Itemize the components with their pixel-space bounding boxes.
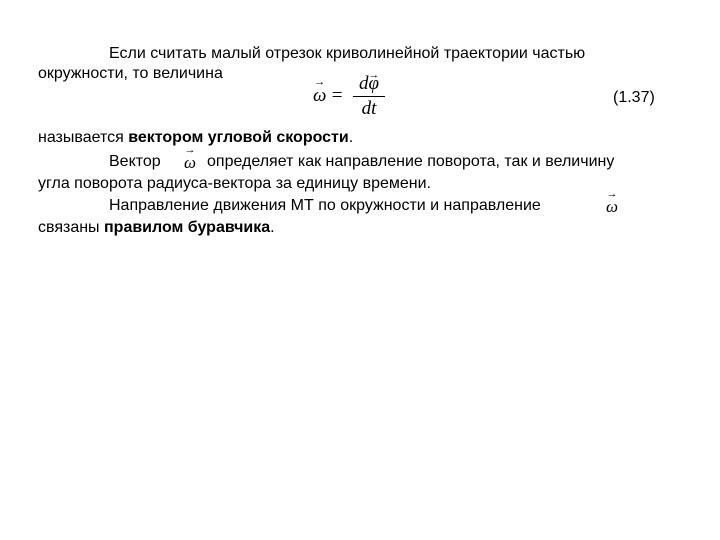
term-angular-velocity-vector: вектором угловой скорости — [128, 129, 349, 146]
formula-numerator-d: d — [358, 73, 369, 94]
paragraph4-line1: Направление движения МТ по окружности и направление — [109, 197, 541, 214]
fraction-bar — [353, 96, 385, 97]
omega-vector-inline-1: → ω — [184, 153, 196, 173]
equation-number: (1.37) — [613, 89, 655, 106]
phi-vector-symbol: → φ — [368, 73, 379, 95]
omega-vector-inline-2: → ω — [606, 197, 618, 217]
formula-equals: = — [331, 85, 343, 106]
paragraph1-line1: Если считать малый отрезок криволинейной траектории частью — [109, 45, 586, 62]
paragraph3-line2: угла поворота радиуса-вектора за единицу времени. — [38, 175, 431, 192]
term-corkscrew-rule: правилом буравчика — [104, 219, 271, 236]
formula-denominator: dt — [361, 98, 377, 119]
omega-vector-symbol: → ω — [313, 85, 326, 107]
paragraph2-text: называется — [38, 129, 129, 146]
paragraph4-line2 — [38, 219, 275, 237]
formula-numerator — [353, 70, 385, 95]
angular-velocity-formula — [313, 70, 383, 122]
paragraph2-end: . — [348, 129, 354, 146]
paragraph2 — [38, 129, 353, 147]
paragraph4-line2-end: . — [270, 219, 275, 236]
paragraph1-line2: окружности, то величина — [38, 65, 223, 82]
paragraph4-line2-start: связаны — [38, 219, 104, 236]
formula-lhs — [313, 85, 342, 107]
paragraph3-line1-rest: определяет как направление поворота, так и величину — [207, 153, 615, 170]
paragraph3-start: Вектор — [109, 153, 161, 170]
formula-fraction — [353, 70, 385, 120]
